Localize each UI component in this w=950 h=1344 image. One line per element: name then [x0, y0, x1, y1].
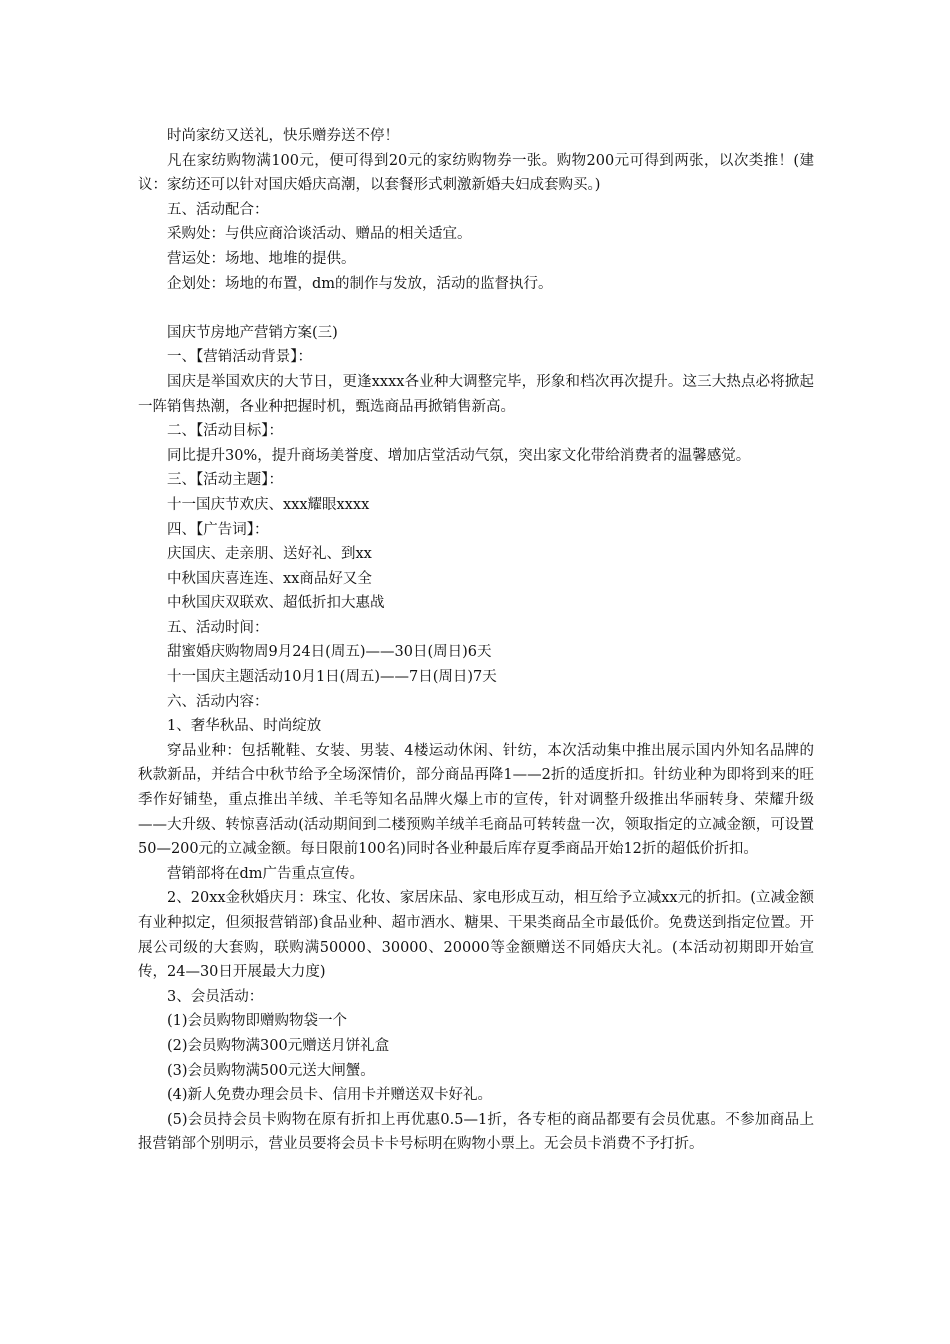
paragraph: 时尚家纺又送礼，快乐赠券送不停！	[167, 128, 399, 144]
list-item: (5)会员持会员卡购物在原有折扣上再优惠0.5—1折，各专柜的商品都要有会员优惠。不参加商品上报营销部个别明示，营业员要将会员卡卡号标明在购物小票上。无会员卡消费不予打折。	[138, 1111, 814, 1153]
section-household-textiles	[138, 124, 814, 296]
paragraph: 2、20xx金秋婚庆月：珠宝、化妆、家居床品、家电形成互动，相互给予立减xx元的折扣。(立减金额有业种拟定，但须报营销部)食品业种、超市酒水、糖果、干果类商品全市最低价。免费送到指定位置。开展公司级的大套购，联购满50000、30000、20000等金额赠送不同婚庆大礼。(本活动初期即开始宣传，24—30日开展最大力度)	[138, 890, 814, 981]
list-item: (4)新人免费办理会员卡、信用卡并赠送双卡好礼。	[167, 1087, 493, 1104]
heading-content: 六、活动内容：	[167, 693, 269, 710]
heading-time: 五、活动时间：	[167, 619, 269, 636]
document-page	[138, 124, 814, 1157]
slogan: 庆国庆、走亲朋、送好礼、到xx	[167, 546, 372, 563]
paragraph: 甜蜜婚庆购物周9月24日(周五)——30日(周日)6天	[167, 644, 492, 661]
paragraph: 国庆是举国欢庆的大节日，更逢xxxx各业种大调整完毕，形象和档次再次提升。这三大热点必将掀起一阵销售热潮，各业种把握时机，甄选商品再掀销售新高。	[138, 373, 814, 415]
list-item: (1)会员购物即赠购物袋一个	[167, 1013, 348, 1030]
paragraph: 营销部将在dm广告重点宣传。	[167, 865, 365, 882]
paragraph: 十一国庆节欢庆、xxx耀眼xxxx	[167, 496, 370, 513]
section-title: 国庆节房地产营销方案(三)	[167, 324, 338, 341]
list-item: (3)会员购物满500元送大闸蟹。	[167, 1062, 375, 1079]
heading-goal: 二、【活动目标】：	[167, 423, 283, 440]
heading-background: 一、【营销活动背景】：	[167, 349, 312, 366]
paragraph: 采购处：与供应商洽谈活动、赠品的相关适宜。	[167, 226, 472, 243]
paragraph: 营运处：场地、地堆的提供。	[167, 250, 356, 267]
slogan: 中秋国庆喜连连、xx商品好又全	[167, 570, 372, 587]
paragraph: 凡在家纺购物满100元，便可得到20元的家纺购物券一张。购物200元可得到两张，以次类推！(建议：家纺还可以针对国庆婚庆高潮，以套餐形式刺激新婚夫妇成套购买。)	[138, 152, 814, 194]
subheading: 3、会员活动：	[167, 988, 264, 1005]
list-item: (2)会员购物满300元赠送月饼礼盒	[167, 1037, 390, 1054]
section-gap	[138, 296, 814, 321]
heading-theme: 三、【活动主题】：	[167, 472, 283, 489]
paragraph: 企划处：场地的布置，dm的制作与发放，活动的监督执行。	[167, 275, 553, 292]
slogan: 中秋国庆双联欢、超低折扣大惠战	[167, 595, 385, 612]
paragraph: 十一国庆主题活动10月1日(周五)——7日(周日)7天	[167, 669, 497, 686]
paragraph: 同比提升30%，提升商场美誉度、增加店堂活动气氛，突出家文化带给消费者的温馨感觉。	[167, 447, 751, 464]
heading-slogans: 四、【广告词】：	[167, 521, 269, 538]
heading-activity-coordination: 五、活动配合：	[167, 201, 269, 218]
paragraph: 穿品业种：包括靴鞋、女装、男装、4楼运动休闲、针纺，本次活动集中推出展示国内外知名品牌的秋款新品，并结合中秋节给予全场深情价，部分商品再降1——2折的适度折扣。针纺业种为即将到来的旺季作好铺垫，重点推出羊绒、羊毛等知名品牌火爆上市的宣传，针对调整升级推出华丽转身、荣耀升级——大升级、转惊喜活动(活动期间到二楼预购羊绒羊毛商品可转转盘一次，领取指定的立减金额，可设置50—200元的立减金额。每日限前100名)同时各业种最后库存夏季商品开始12折的超低价折扣。	[138, 742, 814, 858]
subheading: 1、奢华秋品、时尚绽放	[167, 718, 322, 735]
section-marketing-plan-three	[138, 321, 814, 1157]
